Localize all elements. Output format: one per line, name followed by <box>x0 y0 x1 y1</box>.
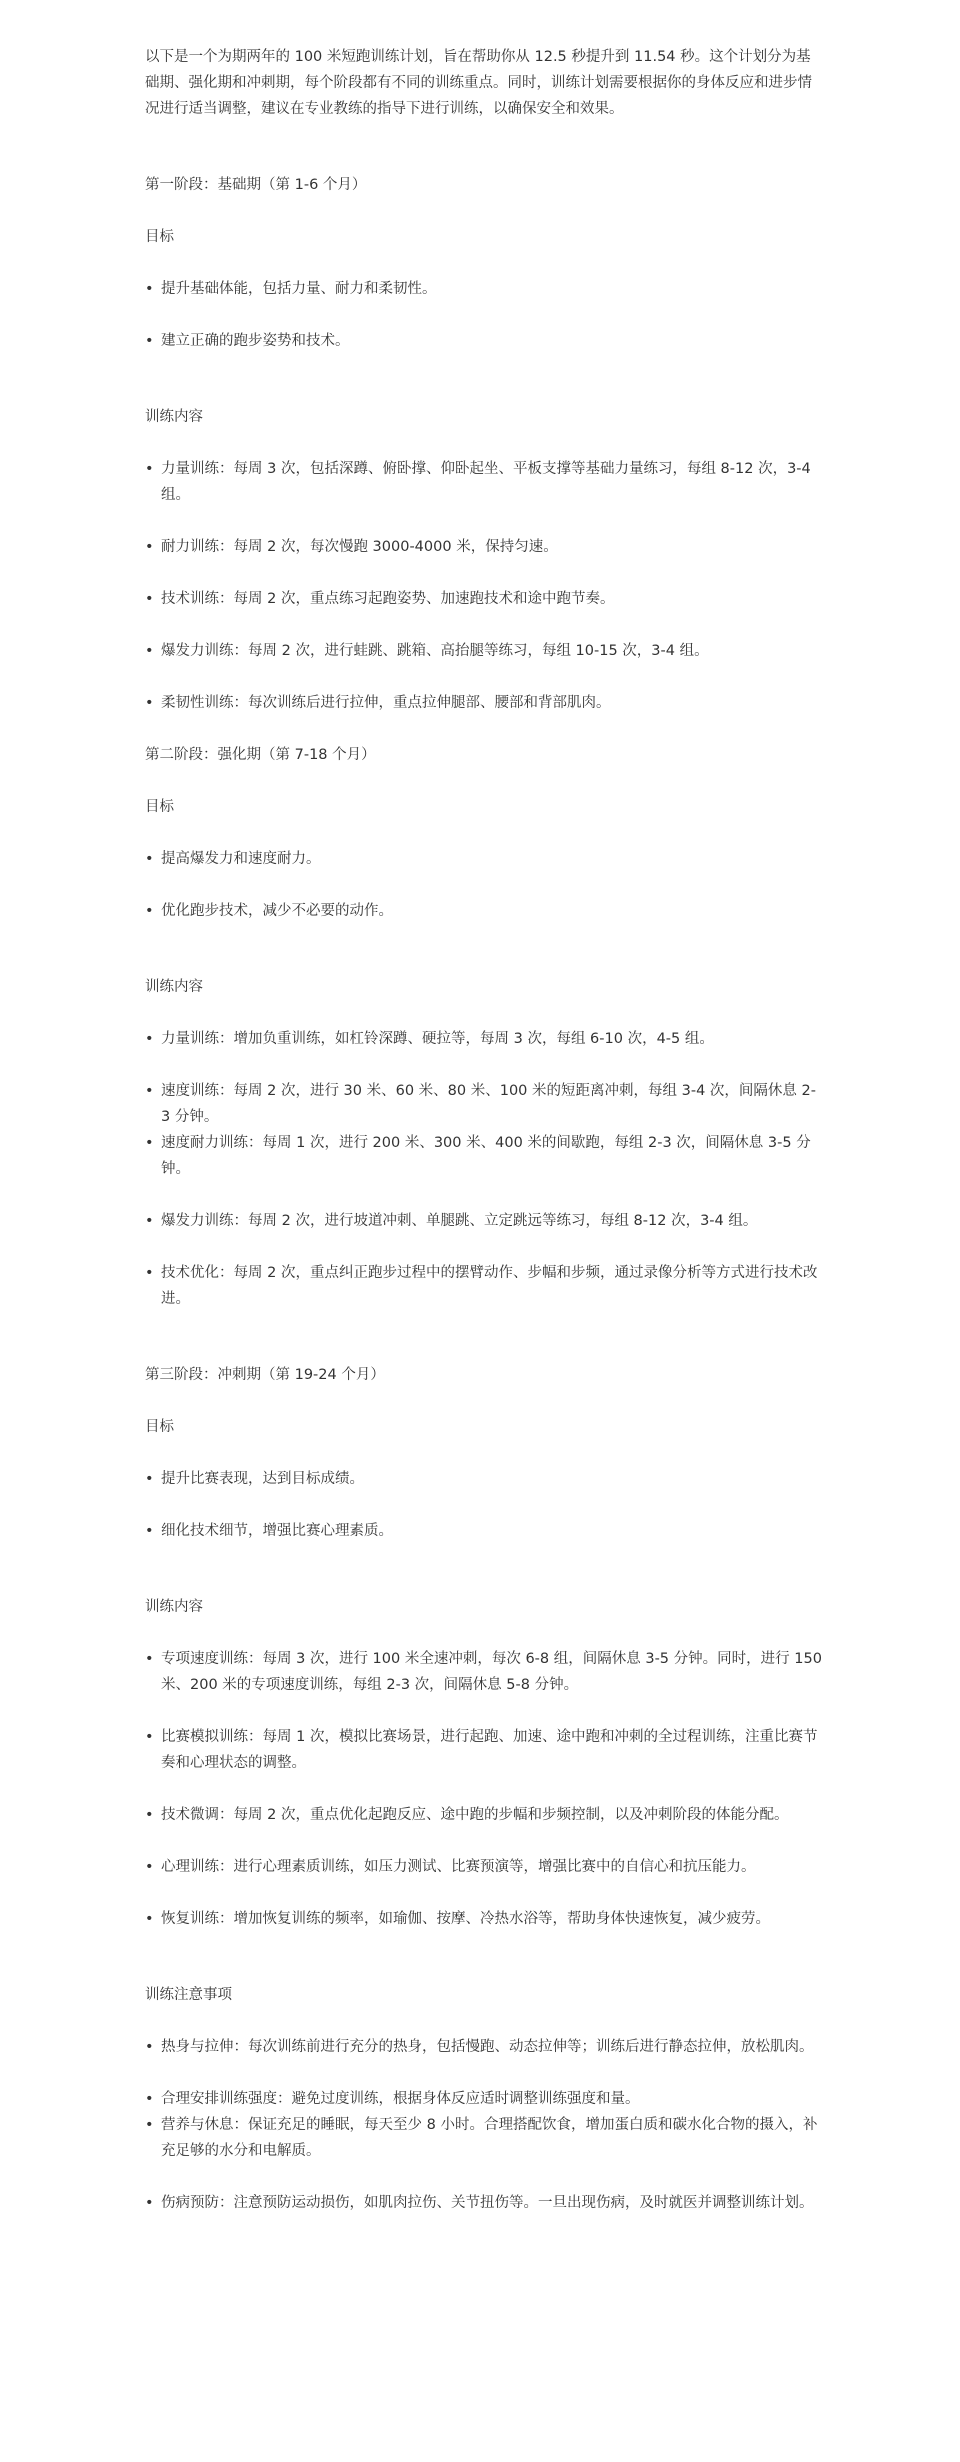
phase-2-title: 第二阶段：强化期（第 7-18 个月） <box>145 747 376 763</box>
phase-1-content-item: • 耐力训练：每周 2 次，每次慢跑 3000-4000 米，保持匀速。 <box>145 534 825 560</box>
phase-3-content-item: • 恢复训练：增加恢复训练的频率，如瑜伽、按摩、冷热水浴等，帮助身体快速恢复，减少疲劳。 <box>145 1906 825 1932</box>
phase-1-goal-item: • 建立正确的跑步姿势和技术。 <box>145 328 825 354</box>
phase-3-goal-item: • 提升比赛表现，达到目标成绩。 <box>145 1466 825 1492</box>
phase-3-content-item: • 心理训练：进行心理素质训练，如压力测试、比赛预演等，增强比赛中的自信心和抗压能力。 <box>145 1854 825 1880</box>
phase-2-content-item: • 力量训练：增加负重训练，如杠铃深蹲、硬拉等，每周 3 次，每组 6-10 次，4-5 组。 <box>145 1026 825 1052</box>
phase-3-content-item: • 技术微调：每周 2 次，重点优化起跑反应、途中跑的步幅和步频控制，以及冲刺阶段的体能分配。 <box>145 1802 825 1828</box>
phase-3-goal-item: • 细化技术细节，增强比赛心理素质。 <box>145 1518 825 1544</box>
document-body <box>145 44 825 2216</box>
phase-2-content-item: • 速度耐力训练：每周 1 次，进行 200 米、300 米、400 米的间歇跑，每组 2-3 次，间隔休息 3-5 分钟。 <box>145 1130 825 1182</box>
phase-3-goals-label: 目标 <box>145 1419 174 1435</box>
notes-item: • 合理安排训练强度：避免过度训练，根据身体反应适时调整训练强度和量。 <box>145 2086 825 2112</box>
phase-1-content-item: • 爆发力训练：每周 2 次，进行蛙跳、跳箱、高抬腿等练习，每组 10-15 次，3-4 组。 <box>145 638 825 664</box>
phase-1-title: 第一阶段：基础期（第 1-6 个月） <box>145 177 367 193</box>
phase-2-content-item: • 技术优化：每周 2 次，重点纠正跑步过程中的摆臂动作、步幅和步频，通过录像分析等方式进行技术改进。 <box>145 1260 825 1312</box>
phase-2-content-item: • 爆发力训练：每周 2 次，进行坡道冲刺、单腿跳、立定跳远等练习，每组 8-12 次，3-4 组。 <box>145 1208 825 1234</box>
phase-1-goal-item: • 提升基础体能，包括力量、耐力和柔韧性。 <box>145 276 825 302</box>
notes-item: • 伤病预防：注意预防运动损伤，如肌肉拉伤、关节扭伤等。一旦出现伤病，及时就医并调整训练计划。 <box>145 2190 825 2216</box>
phase-2-content-item: • 速度训练：每周 2 次，进行 30 米、60 米、80 米、100 米的短距离冲刺，每组 3-4 次，间隔休息 2-3 分钟。 <box>145 1078 825 1130</box>
phase-1-goals-label: 目标 <box>145 229 174 245</box>
notes-item: • 热身与拉伸：每次训练前进行充分的热身，包括慢跑、动态拉伸等；训练后进行静态拉伸，放松肌肉。 <box>145 2034 825 2060</box>
notes-title: 训练注意事项 <box>145 1987 232 2003</box>
phase-1-content-item: • 技术训练：每周 2 次，重点练习起跑姿势、加速跑技术和途中跑节奏。 <box>145 586 825 612</box>
phase-2-content-label: 训练内容 <box>145 979 203 995</box>
phase-1-content-item: • 力量训练：每周 3 次，包括深蹲、俯卧撑、仰卧起坐、平板支撑等基础力量练习，每组 8-12 次，3-4 组。 <box>145 456 825 508</box>
phase-3-content-label: 训练内容 <box>145 1599 203 1615</box>
notes-item: • 营养与休息：保证充足的睡眠，每天至少 8 小时。合理搭配饮食，增加蛋白质和碳水化合物的摄入，补充足够的水分和电解质。 <box>145 2112 825 2164</box>
phase-2-goal-item: • 优化跑步技术，减少不必要的动作。 <box>145 898 825 924</box>
phase-3-content-item: • 比赛模拟训练：每周 1 次，模拟比赛场景，进行起跑、加速、途中跑和冲刺的全过程训练，注重比赛节奏和心理状态的调整。 <box>145 1724 825 1776</box>
phase-3-content-item: • 专项速度训练：每周 3 次，进行 100 米全速冲刺，每次 6-8 组，间隔休息 3-5 分钟。同时，进行 150 米、200 米的专项速度训练，每组 2-3 次，间隔休息 5-8 分钟。 <box>145 1646 825 1698</box>
phase-2-goal-item: • 提高爆发力和速度耐力。 <box>145 846 825 872</box>
phase-2-goals-label: 目标 <box>145 799 174 815</box>
phase-3-title: 第三阶段：冲刺期（第 19-24 个月） <box>145 1367 385 1383</box>
phase-1-content-label: 训练内容 <box>145 409 203 425</box>
phase-1-content-item: • 柔韧性训练：每次训练后进行拉伸，重点拉伸腿部、腰部和背部肌肉。 <box>145 690 825 716</box>
intro-paragraph: 以下是一个为期两年的 100 米短跑训练计划，旨在帮助你从 12.5 秒提升到 11.54 秒。这个计划分为基础期、强化期和冲刺期，每个阶段都有不同的训练重点。同时，训练计划需要根据你的身体反应和进步情况进行适当调整，建议在专业教练的指导下进行训练，以确保安全和效果。 <box>145 49 812 117</box>
